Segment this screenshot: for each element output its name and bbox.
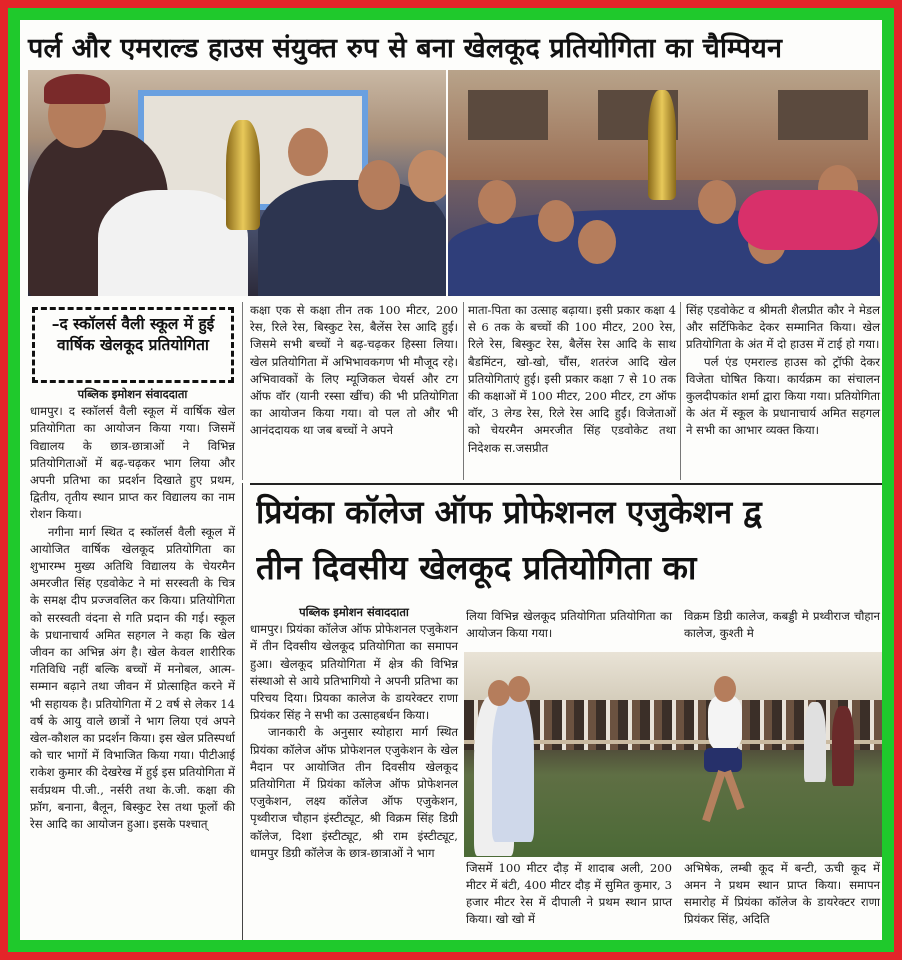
newspaper-clipping (20, 20, 882, 940)
story1-byline: पब्लिक इमोशन संवाददाता (77, 387, 188, 401)
story1-column-3: माता-पिता का उत्साह बढ़ाया। इसी प्रकार कक्षा 4 से 6 तक के बच्चों की 100 मीटर, 200 रेस, रिले रेस, बिस्कुट रेस, बैलेंस रेस आदि के साथ बैडमिंटन, खो-खो, चौंस, शतरंज आदि खेल प्रतियोगिताएं हुई। इसी प्रकार कक्षा 7 से 10 तक की कक्षाओं में 100 मीटर, 200 मीटर, टग ऑफ वॉर, 3 लेग्ड रेस, रिले रेस आदि हुईं। विजेताओं को चेयरमैन अमरजीत सिंह एडवोकेट तथा निदेशक स.जसप्रीत (468, 303, 676, 455)
story1-column-1 (30, 386, 235, 833)
story2-paragraph: जानकारी के अनुसार स्योहारा मार्ग स्थित प्रियंका कॉलेज ऑफ प्रोफेशनल एजुकेशन के खेल मैदान पर आयोजित तीन दिवसीय खेलकूद प्रतियोगिता में प्रियंका कॉलेज ऑफ प्रोफेशनल एजुकेशन, लक्ष्य कॉलेज ऑफ एजुकेशन, पृथ्वीराज चौहान इंस्टीट्यूट, श्री विक्रम सिंह डिग्री कॉलेज, दिशा इंस्टीट्यूट, श्री राम इंस्टीट्यूट, धामपुर डिग्री कॉलेज के छात्र-छात्राओं ने भाग (250, 725, 458, 860)
column-rule (242, 483, 243, 940)
person-head (508, 676, 530, 702)
window-shape (778, 90, 868, 140)
story-divider (250, 483, 882, 485)
person-head (288, 128, 328, 176)
window-shape (468, 90, 548, 140)
person-head (698, 180, 736, 224)
person-head (358, 160, 400, 210)
turban-shape (44, 74, 110, 104)
person-head (478, 180, 516, 224)
story1-column-4 (686, 302, 880, 440)
story2-column-3-top: विक्रम डिग्री कालेज, कबड्डी मे प्रथ्वीराज चौहान कालेज, कुश्ती मे (684, 609, 880, 640)
story1-paragraph: सिंह एडवोकेट व श्रीमती शैलप्रीत कौर ने मेडल और सर्टिफिकेट देकर सम्मानित किया। खेल प्रतियोगिता के अंत में दो हाउस में टाई हो गया। (686, 303, 880, 352)
trophy-icon (648, 90, 676, 200)
headline-top: पर्ल और एमराल्ड हाउस संयुक्त रुप से बना खेलकूद प्रतियोगिता का चैम्पियन (28, 33, 783, 64)
story2-column-3-bottom: अभिषेक, लम्बी कूद में बन्टी, ऊची कूद में अमन ने प्रथम स्थान प्राप्त किया। समापन समारोह में प्रियंका कॉलेज के डायरेक्टर राणा प्रियंकर सिंह, अदिति (684, 861, 880, 926)
column-rule (463, 302, 464, 480)
athlete-leg (723, 770, 744, 810)
person-head (578, 220, 616, 264)
person-head (538, 200, 574, 242)
box-headline: –द स्कॉलर्स वैली स्कूल में हुई वार्षिक खेलकूद प्रतियोगिता (32, 307, 234, 383)
headline-2-line-1: प्रियंका कॉलेज ऑफ प्रोफेशनल एजुकेशन द्व (256, 493, 762, 531)
person-head (408, 150, 446, 202)
photo-children-trophy (448, 70, 880, 296)
story2-column-2-bottom: जिसमें 100 मीटर दौड़ में शादाब अली, 200 मीटर में बंटी, 400 मीटर दौड़ में सुमित कुमार, 3 हजार मीटर रेस में दीपाली ने प्रथम स्थान प्राप्त किया। खो खो में (466, 861, 672, 926)
athlete-figure (708, 696, 742, 750)
story2-paragraph: धामपुर। प्रियंका कॉलेज ऑफ प्रोफेशनल एजुकेशन में तीन दिवसीय खेलकूद प्रतियोगिता का समापन हुआ। खेलकूद प्रतियोगिता में क्षेत्र की विभिन्न संस्थाओ से आये प्रतिभागियो ने अपनी प्रतिभा का परिचय दिया। प्रियका कालेज के डायरेक्टर राणा प्रियंकर सिंह ने सभी का उत्साहबर्धन किया। (250, 622, 458, 723)
story2-column-1 (250, 604, 458, 862)
story1-paragraph: पर्ल एंड एमराल्ड हाउस को ट्रॉफी देकर विजेता घोषित किया। कार्यक्रम का संचालन कुलदीपकांत शर्मा द्वारा किया गया। प्रतियोगिता के अंत में स्कूल के प्रधानाचार्य अमित सहगल ने सभी का आभार व्यक्त किया। (686, 354, 880, 438)
column-rule (242, 302, 243, 480)
person-head (488, 680, 510, 706)
athlete-shorts (704, 748, 742, 772)
person-figure (804, 702, 826, 782)
photo-athlete-running (464, 652, 882, 857)
story2-byline: पब्लिक इमोशन संवाददाता (299, 605, 409, 619)
story1-column-2: कक्षा एक से कक्षा तीन तक 100 मीटर, 200 रेस, रिले रेस, बिस्कुट रेस, बैलेंस रेस आदि हुई। जिसमे सभी बच्चों ने बढ़-चढ़कर हिस्सा लिया। खेल प्रतियोगिता में अभिभावकगण भी मौजूद रहे। अभिवावकों के लिए म्यूजिकल चेयर्स और टग ऑफ वॉर (यानी रस्सा खींच) की भी प्रतियोगिता का आयोजन किया गया। वो पल तो और भी आनंददायक था जब बच्चों ने अपने (250, 303, 458, 438)
story2-column-2-top: लिया विभिन्न खेलकूद प्रतियोगिता प्रतियोगिता का आयोजन किया गया। (466, 609, 672, 640)
column-rule (680, 302, 681, 480)
person-head (714, 676, 736, 702)
athlete-leg (702, 770, 726, 822)
official-figure (492, 692, 534, 842)
story1-paragraph: नगीना मार्ग स्थित द स्कॉलर्स वैली स्कूल में आयोजित वार्षिक खेलकूद प्रतियोगिता का शुभारम्भ मुख्य अतिथि विद्यालय के चेयरमैन अमरजीत सिंह एडवोकेट ने मां सरस्वती के चित्र के समक्ष दीप प्रज्जवलित कर किया। प्रतियोगिता को सरस्वती वंदना से गति प्रदान की गई। स्कूल के प्रधानाचार्य अमित सहगल ने कहा कि खेल जीवन का अभिन्न अंग है। खेल केवल शारीरिक गतिविधि नहीं बल्कि बच्चों में मनोबल, आत्म-सम्मान बढ़ाने तथा जीवन में प्रोत्साहित करने में भी सहायक है। प्रतियोगिता में 2 वर्ष से लेकर 14 वर्ष के आयु वाले छात्रों ने भाग लिया एवं अपने खेल-कौशल का प्रदर्शन किया। इस खेल प्रतिस्पर्धा को चार भागों में विभाजित किया गया। पीटीआई राकेश कुमार की देखरेख में हुई इस प्रतियोगिता में सर्वप्रथम पी.जी., नर्सरी तथा के.जी. कक्षा की फ्रॉग, बनाना, बैलून, बिस्कुट रेस तथा फूलों की रेस आदि का आयोजन हुआ। इसके पश्चात् (30, 524, 235, 832)
person-figure (738, 190, 878, 250)
headline-2-line-2: तीन दिवसीय खेलकूद प्रतियोगिता का (256, 548, 697, 587)
person-figure (832, 706, 854, 786)
trophy-icon (226, 120, 260, 230)
photo-trophy-presentation (28, 70, 446, 296)
story1-paragraph: धामपुर। द स्कॉलर्स वैली स्कूल में वार्षिक खेल प्रतियोगिता का आयोजन किया गया। जिसमें विद्यालय के छात्र-छात्राओं ने विभिन्न प्रतियोगिताओं में बढ़-चढ़कर भाग लिया और अपनी प्रतिभा का प्रदर्शन दिखाते हुए प्रथम, द्वितीय, तृतीय स्थान प्राप्त कर विद्यालय का नाम रोशन किया। (30, 404, 235, 522)
